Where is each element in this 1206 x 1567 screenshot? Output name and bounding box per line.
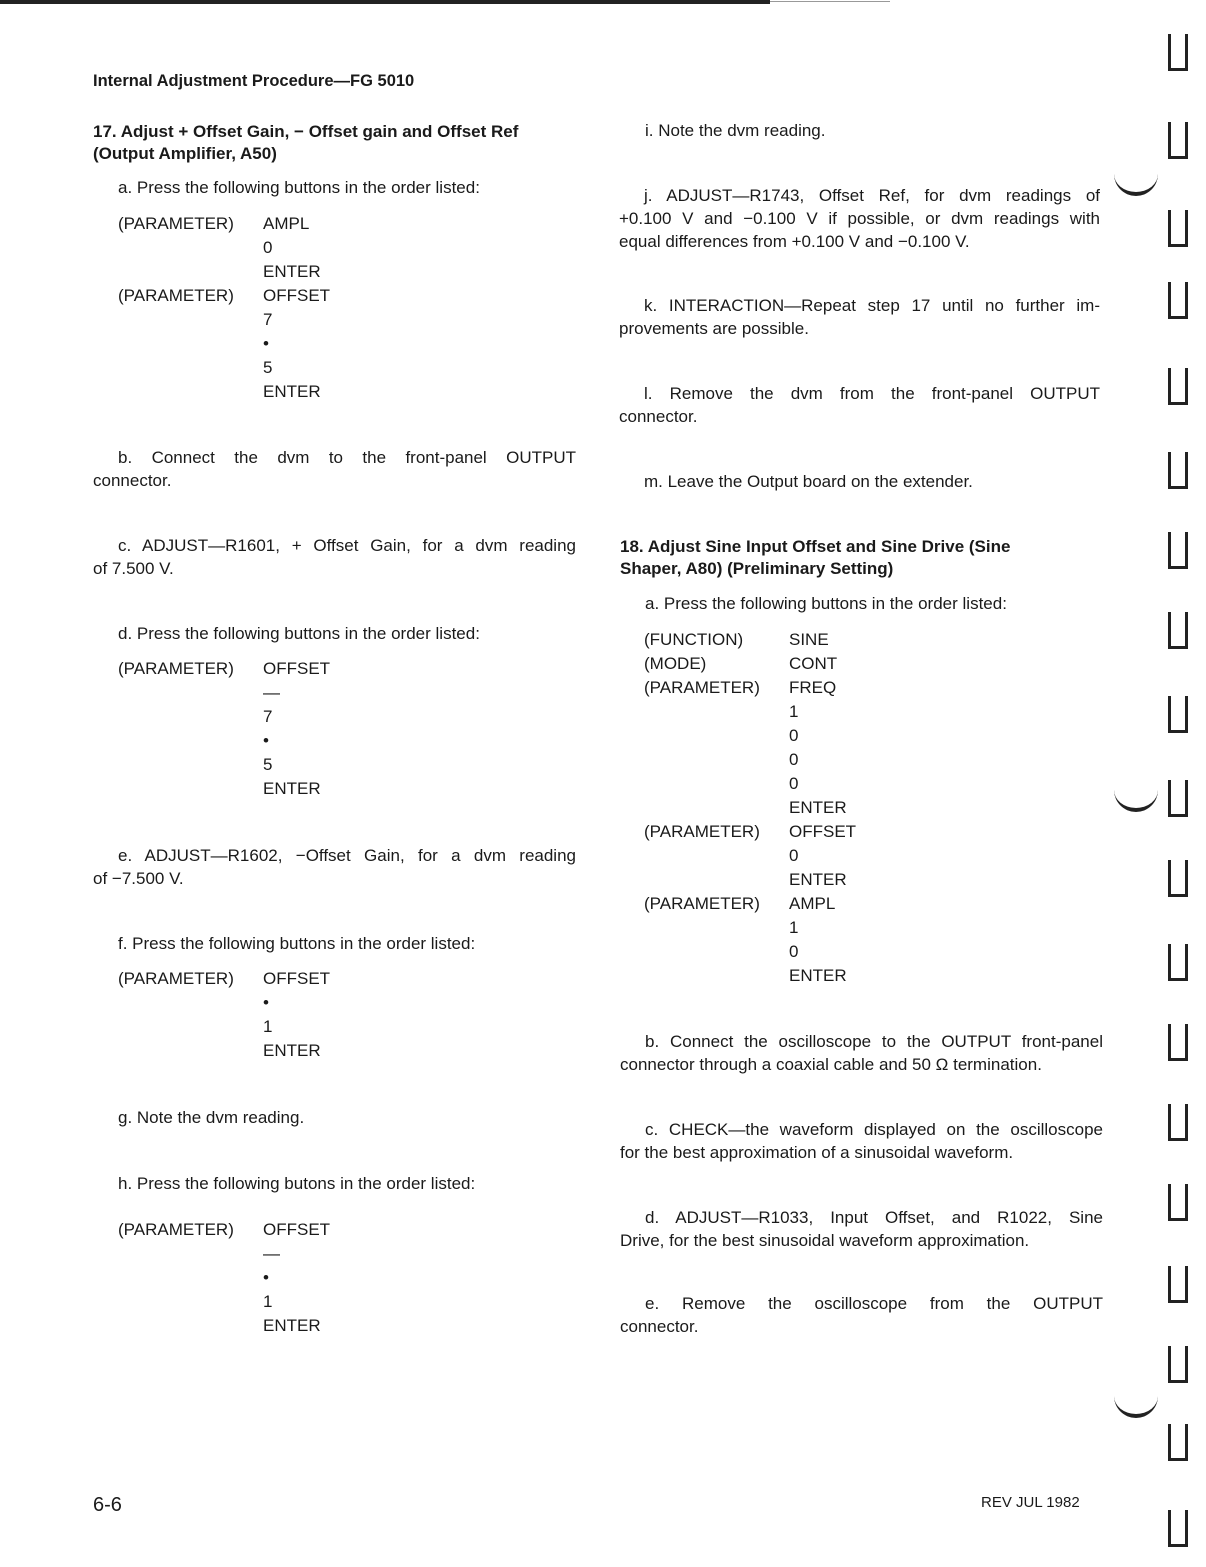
step-17j: j. ADJUST—R1743, Offset Ref, for dvm readings of +0.100 V and −0.100 V if possible, or dvm readings with equal differences from +0.100 V and −0.100 V.: [619, 186, 1100, 251]
step-17f: f. Press the following buttons in the order listed:: [118, 934, 476, 953]
page-header: Internal Adjustment Procedure—FG 5010: [93, 72, 415, 90]
step-18-heading: 18. Adjust Sine Input Offset and Sine Drive (Sine Shaper, A80) (Preliminary Setting): [620, 537, 1011, 578]
sequence-key: 1: [263, 1292, 273, 1311]
binder-mark: [1168, 210, 1188, 247]
sequence-key: 5: [263, 358, 273, 377]
sequence-key: OFFSET: [263, 286, 331, 305]
binder-mark: [1168, 1184, 1188, 1221]
binder-mark: [1168, 944, 1188, 981]
sequence-key: ENTER: [263, 382, 321, 401]
step-17l: l. Remove the dvm from the front-panel OUTPUT connector.: [619, 384, 1100, 426]
sequence-key: ENTER: [263, 262, 321, 281]
step-17k: k. INTERACTION—Repeat step 17 until no further im- provements are possible.: [619, 296, 1100, 338]
sequence-key: 7: [263, 707, 273, 726]
binder-mark: [1168, 282, 1188, 319]
sequence-key: 0: [263, 238, 273, 257]
binder-mark: [1168, 368, 1188, 405]
step-18a: a. Press the following buttons in the order listed:: [645, 594, 1007, 613]
top-rule: [0, 0, 770, 4]
step-18b: b. Connect the oscilloscope to the OUTPUT front-panel connector through a coaxial cable and 50 Ω termination.: [620, 1032, 1103, 1074]
binder-mark: [1168, 1346, 1188, 1383]
binder-mark: [1168, 1104, 1188, 1141]
sequence-key: ENTER: [263, 1041, 321, 1060]
sequence-key: 0: [789, 726, 799, 745]
sequence-key: SINE: [789, 630, 829, 649]
sequence-key: ENTER: [789, 870, 847, 889]
sequence-group-label: (PARAMETER): [644, 678, 760, 697]
page-number: 6-6: [93, 1494, 122, 1516]
sequence-key: 1: [263, 1017, 273, 1036]
sequence-key: ENTER: [263, 779, 321, 798]
sequence-key: 1: [789, 702, 799, 721]
sequence-group-label: (PARAMETER): [118, 286, 234, 305]
step-17h: h. Press the following butons in the order listed:: [118, 1174, 476, 1193]
sequence-key: —: [263, 683, 280, 702]
top-rule-thin: [770, 1, 890, 2]
step-17b: b. Connect the dvm to the front-panel OUTPUT connector.: [93, 448, 576, 490]
sequence-key: OFFSET: [263, 969, 331, 988]
sequence-group-label: (FUNCTION): [644, 630, 744, 649]
sequence-key: •: [263, 1268, 269, 1287]
sequence-key: OFFSET: [263, 659, 331, 678]
binder-tab-mark: [1114, 170, 1158, 196]
binder-mark: [1168, 696, 1188, 733]
step-17d: d. Press the following buttons in the order listed:: [118, 624, 480, 643]
step-17m: m. Leave the Output board on the extender.: [644, 472, 973, 491]
step-17i: i. Note the dvm reading.: [645, 121, 826, 140]
binder-mark: [1168, 780, 1188, 817]
binder-mark: [1168, 1510, 1188, 1547]
binder-mark: [1168, 34, 1188, 71]
sequence-key: OFFSET: [789, 822, 857, 841]
sequence-key: —: [263, 1244, 280, 1263]
sequence-key: 0: [789, 774, 799, 793]
sequence-key: •: [263, 731, 269, 750]
step-17g: g. Note the dvm reading.: [118, 1108, 305, 1127]
sequence-key: AMPL: [263, 214, 310, 233]
binder-tab-mark: [1114, 1392, 1158, 1418]
sequence-key: 0: [789, 846, 799, 865]
sequence-key: ENTER: [789, 798, 847, 817]
sequence-group-label: (PARAMETER): [644, 822, 760, 841]
binder-mark: [1168, 1024, 1188, 1061]
sequence-group-label: (PARAMETER): [118, 1220, 234, 1239]
sequence-key: •: [263, 993, 269, 1012]
binder-mark: [1168, 612, 1188, 649]
sequence-key: FREQ: [789, 678, 837, 697]
binder-mark: [1168, 452, 1188, 489]
sequence-key: •: [263, 334, 269, 353]
sequence-key: 1: [789, 918, 799, 937]
step-17-heading: 17. Adjust + Offset Gain, − Offset gain and Offset Ref (Output Amplifier, A50): [93, 122, 519, 163]
step-17a: a. Press the following buttons in the order listed:: [118, 178, 480, 197]
binder-mark: [1168, 532, 1188, 569]
revision-date: REV JUL 1982: [981, 1494, 1080, 1511]
binder-mark: [1168, 860, 1188, 897]
step-17c: c. ADJUST—R1601, + Offset Gain, for a dvm reading of 7.500 V.: [93, 536, 576, 578]
step-17e: e. ADJUST—R1602, −Offset Gain, for a dvm reading of −7.500 V.: [93, 846, 576, 888]
sequence-key: 0: [789, 750, 799, 769]
sequence-key: AMPL: [789, 894, 836, 913]
sequence-key: 7: [263, 310, 273, 329]
binder-mark: [1168, 122, 1188, 159]
sequence-group-label: (MODE): [644, 654, 707, 673]
step-18e: e. Remove the oscilloscope from the OUTPUT connector.: [620, 1294, 1103, 1336]
sequence-group-label: (PARAMETER): [118, 969, 234, 988]
sequence-key: 0: [789, 942, 799, 961]
sequence-group-label: (PARAMETER): [118, 659, 234, 678]
binder-tab-mark: [1114, 786, 1158, 812]
sequence-key: 5: [263, 755, 273, 774]
sequence-key: CONT: [789, 654, 838, 673]
sequence-key: ENTER: [789, 966, 847, 985]
sequence-group-label: (PARAMETER): [118, 214, 234, 233]
step-18c: c. CHECK—the waveform displayed on the oscilloscope for the best approximation of a sinusoidal waveform.: [620, 1120, 1103, 1162]
sequence-group-label: (PARAMETER): [644, 894, 760, 913]
sequence-key: ENTER: [263, 1316, 321, 1335]
step-18d: d. ADJUST—R1033, Input Offset, and R1022, Sine Drive, for the best sinusoidal waveform approximation.: [620, 1208, 1103, 1250]
binder-mark: [1168, 1424, 1188, 1461]
binder-mark: [1168, 1266, 1188, 1303]
sequence-key: OFFSET: [263, 1220, 331, 1239]
